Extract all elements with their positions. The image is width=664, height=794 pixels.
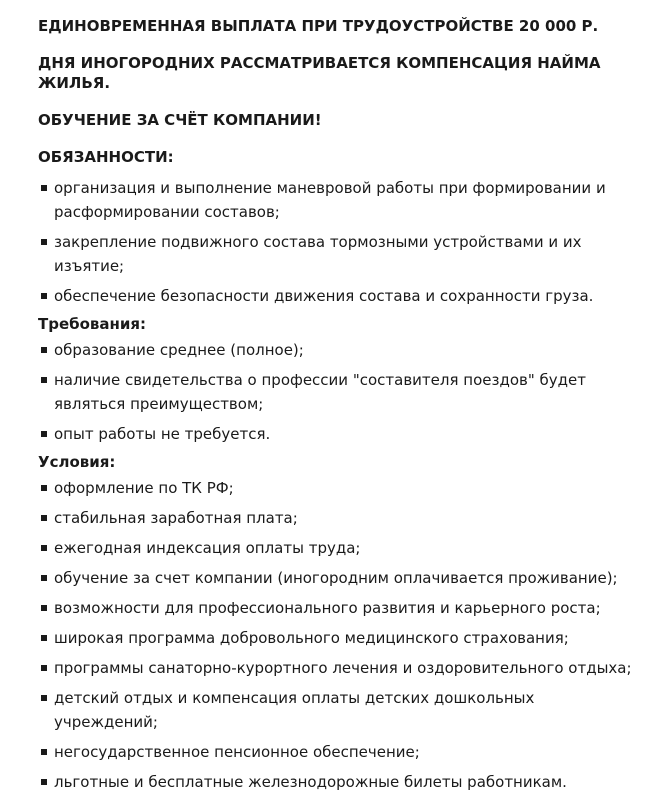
- list-item: оформление по ТК РФ;: [38, 476, 640, 500]
- highlight-housing: ДНЯ ИНОГОРОДНИХ РАССМАТРИВАЕТСЯ КОМПЕНСАЦИЯ НАЙМА ЖИЛЬЯ.: [38, 54, 601, 92]
- list-item: образование среднее (полное);: [38, 338, 640, 362]
- duties-title: ОБЯЗАННОСТИ:: [38, 148, 174, 166]
- conditions-list: [38, 476, 640, 794]
- highlight-training: ОБУЧЕНИЕ ЗА СЧЁТ КОМПАНИИ!: [38, 111, 322, 129]
- list-item: закрепление подвижного состава тормозными устройствами и их изъятие;: [38, 230, 640, 278]
- list-item: наличие свидетельства о профессии "составителя поездов" будет являться преимуществом;: [38, 368, 640, 416]
- list-item: льготные и бесплатные железнодорожные билеты работникам.: [38, 770, 640, 794]
- list-item: организация и выполнение маневровой работы при формировании и расформировании составов;: [38, 176, 640, 224]
- requirements-title: Требования:: [38, 315, 147, 333]
- list-item: ежегодная индексация оплаты труда;: [38, 536, 640, 560]
- list-item: опыт работы не требуется.: [38, 422, 640, 446]
- list-item: стабильная заработная плата;: [38, 506, 640, 530]
- requirements-list: [38, 338, 640, 446]
- list-item: детский отдых и компенсация оплаты детских дошкольных учреждений;: [38, 686, 640, 734]
- highlight-bonus: ЕДИНОВРЕМЕННАЯ ВЫПЛАТА ПРИ ТРУДОУСТРОЙСТВЕ 20 000 Р.: [38, 17, 599, 35]
- list-item: программы санаторно-курортного лечения и оздоровительного отдыха;: [38, 656, 640, 680]
- list-item: возможности для профессионального развития и карьерного роста;: [38, 596, 640, 620]
- duties-list: [38, 176, 640, 308]
- list-item: обеспечение безопасности движения состава и сохранности груза.: [38, 284, 640, 308]
- list-item: широкая программа добровольного медицинского страхования;: [38, 626, 640, 650]
- conditions-title: Условия:: [38, 453, 116, 471]
- list-item: обучение за счет компании (иногородним оплачивается проживание);: [38, 566, 640, 590]
- list-item: негосударственное пенсионное обеспечение;: [38, 740, 640, 764]
